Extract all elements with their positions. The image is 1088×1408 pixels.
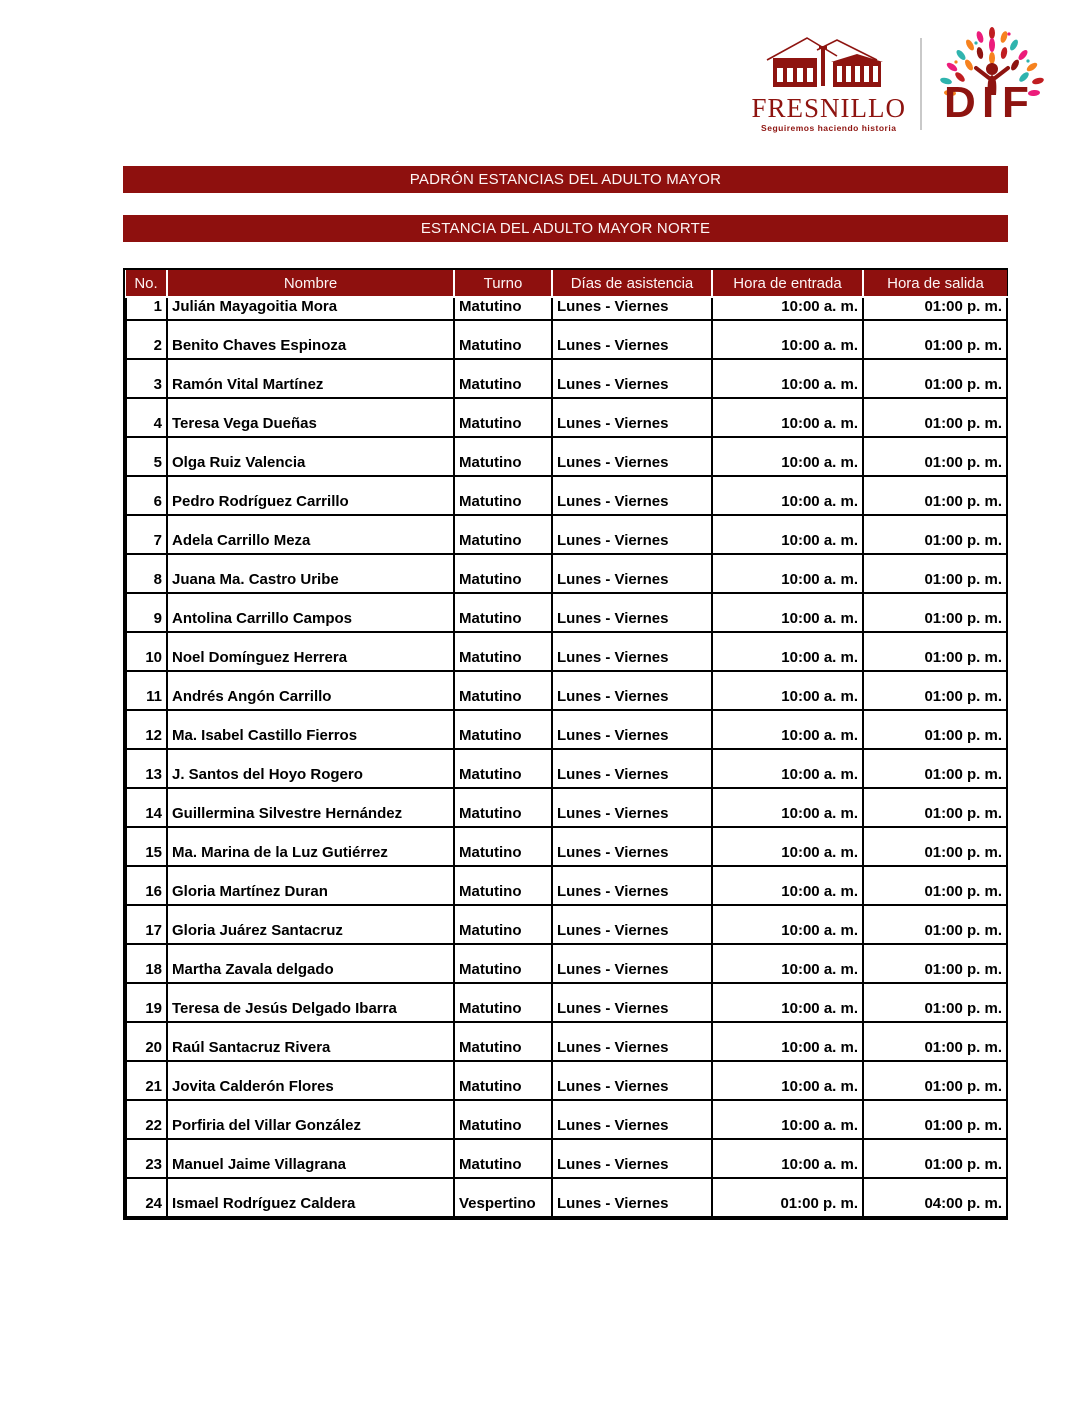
cell-nombre: Gloria Juárez Santacruz (167, 905, 454, 944)
cell-no: 6 (126, 476, 167, 515)
table-row (126, 710, 1007, 749)
cell-salida: 01:00 p. m. (863, 749, 1007, 788)
header-entrada: Hora de entrada (712, 270, 863, 297)
table-row (126, 297, 1007, 320)
svg-text:I: I (982, 78, 995, 127)
cell-dias: Lunes - Viernes (552, 593, 712, 632)
cell-dias: Lunes - Viernes (552, 398, 712, 437)
cell-nombre: Ramón Vital Martínez (167, 359, 454, 398)
cell-entrada: 10:00 a. m. (712, 905, 863, 944)
table-header-row (126, 270, 1007, 297)
cell-entrada: 10:00 a. m. (712, 320, 863, 359)
cell-turno: Matutino (454, 1022, 552, 1061)
cell-salida: 01:00 p. m. (863, 788, 1007, 827)
cell-turno: Matutino (454, 437, 552, 476)
cell-entrada: 10:00 a. m. (712, 359, 863, 398)
cell-turno: Matutino (454, 359, 552, 398)
fresnillo-logo (751, 34, 906, 133)
cell-dias: Lunes - Viernes (552, 437, 712, 476)
roster-table (125, 270, 1008, 1218)
cell-nombre: Andrés Angón Carrillo (167, 671, 454, 710)
header-salida: Hora de salida (863, 270, 1007, 297)
cell-dias: Lunes - Viernes (552, 359, 712, 398)
cell-salida: 01:00 p. m. (863, 515, 1007, 554)
cell-turno: Matutino (454, 1061, 552, 1100)
cell-nombre: Guillermina Silvestre Hernández (167, 788, 454, 827)
cell-turno: Matutino (454, 515, 552, 554)
svg-text:F: F (1002, 78, 1029, 127)
table-row (126, 827, 1007, 866)
cell-entrada: 10:00 a. m. (712, 554, 863, 593)
cell-nombre: Ma. Marina de la Luz Gutiérrez (167, 827, 454, 866)
cell-turno: Matutino (454, 1139, 552, 1178)
header-dias: Días de asistencia (552, 270, 712, 297)
table-row (126, 671, 1007, 710)
table-row (126, 632, 1007, 671)
cell-turno: Matutino (454, 554, 552, 593)
cell-nombre: J. Santos del Hoyo Rogero (167, 749, 454, 788)
cell-dias: Lunes - Viernes (552, 788, 712, 827)
cell-no: 19 (126, 983, 167, 1022)
cell-turno: Matutino (454, 1100, 552, 1139)
cell-turno: Matutino (454, 476, 552, 515)
cell-entrada: 10:00 a. m. (712, 1022, 863, 1061)
cell-dias: Lunes - Viernes (552, 1022, 712, 1061)
cell-no: 20 (126, 1022, 167, 1061)
cell-entrada: 10:00 a. m. (712, 398, 863, 437)
header-logos (751, 25, 1048, 142)
cell-salida: 01:00 p. m. (863, 1061, 1007, 1100)
cell-turno: Matutino (454, 593, 552, 632)
cell-salida: 01:00 p. m. (863, 1139, 1007, 1178)
roster-table-wrap (123, 268, 1008, 1220)
cell-nombre: Juana Ma. Castro Uribe (167, 554, 454, 593)
cell-turno: Matutino (454, 632, 552, 671)
table-row (126, 320, 1007, 359)
table-row (126, 1061, 1007, 1100)
cell-no: 7 (126, 515, 167, 554)
cell-no: 14 (126, 788, 167, 827)
cell-no: 24 (126, 1178, 167, 1217)
dif-logo (936, 25, 1048, 142)
cell-salida: 04:00 p. m. (863, 1178, 1007, 1217)
subtitle-banner: ESTANCIA DEL ADULTO MAYOR NORTE (123, 215, 1008, 242)
cell-no: 11 (126, 671, 167, 710)
cell-dias: Lunes - Viernes (552, 515, 712, 554)
cell-salida: 01:00 p. m. (863, 866, 1007, 905)
cell-salida: 01:00 p. m. (863, 297, 1007, 320)
cell-no: 13 (126, 749, 167, 788)
cell-nombre: Teresa Vega Dueñas (167, 398, 454, 437)
fresnillo-tagline: Seguiremos haciendo historia (761, 123, 897, 133)
cell-entrada: 10:00 a. m. (712, 593, 863, 632)
cell-dias: Lunes - Viernes (552, 671, 712, 710)
cell-entrada: 10:00 a. m. (712, 437, 863, 476)
cell-entrada: 01:00 p. m. (712, 1178, 863, 1217)
cell-turno: Matutino (454, 749, 552, 788)
cell-turno: Matutino (454, 788, 552, 827)
cell-no: 5 (126, 437, 167, 476)
fresnillo-wordmark: FRESNILLO (751, 93, 906, 123)
table-row (126, 866, 1007, 905)
cell-nombre: Julián Mayagoitia Mora (167, 297, 454, 320)
cell-turno: Matutino (454, 671, 552, 710)
table-row (126, 749, 1007, 788)
table-row (126, 1139, 1007, 1178)
table-row (126, 359, 1007, 398)
cell-dias: Lunes - Viernes (552, 632, 712, 671)
cell-turno: Matutino (454, 827, 552, 866)
header-turno: Turno (454, 270, 552, 297)
cell-entrada: 10:00 a. m. (712, 1100, 863, 1139)
table-row (126, 944, 1007, 983)
cell-turno: Matutino (454, 398, 552, 437)
cell-nombre: Pedro Rodríguez Carrillo (167, 476, 454, 515)
cell-dias: Lunes - Viernes (552, 944, 712, 983)
cell-no: 18 (126, 944, 167, 983)
table-row (126, 554, 1007, 593)
cell-dias: Lunes - Viernes (552, 905, 712, 944)
cell-turno: Matutino (454, 866, 552, 905)
table-row (126, 476, 1007, 515)
cell-entrada: 10:00 a. m. (712, 476, 863, 515)
cell-no: 4 (126, 398, 167, 437)
cell-salida: 01:00 p. m. (863, 671, 1007, 710)
cell-dias: Lunes - Viernes (552, 983, 712, 1022)
cell-entrada: 10:00 a. m. (712, 515, 863, 554)
cell-nombre: Jovita Calderón Flores (167, 1061, 454, 1100)
cell-dias: Lunes - Viernes (552, 1139, 712, 1178)
cell-no: 12 (126, 710, 167, 749)
table-row (126, 515, 1007, 554)
cell-salida: 01:00 p. m. (863, 983, 1007, 1022)
table-row (126, 905, 1007, 944)
table-row (126, 593, 1007, 632)
cell-dias: Lunes - Viernes (552, 320, 712, 359)
cell-entrada: 10:00 a. m. (712, 788, 863, 827)
cell-dias: Lunes - Viernes (552, 297, 712, 320)
cell-nombre: Noel Domínguez Herrera (167, 632, 454, 671)
cell-no: 3 (126, 359, 167, 398)
table-row (126, 788, 1007, 827)
cell-salida: 01:00 p. m. (863, 359, 1007, 398)
table-row (126, 1100, 1007, 1139)
cell-salida: 01:00 p. m. (863, 593, 1007, 632)
fresnillo-building-icon (759, 34, 899, 97)
cell-salida: 01:00 p. m. (863, 827, 1007, 866)
cell-salida: 01:00 p. m. (863, 1022, 1007, 1061)
cell-dias: Lunes - Viernes (552, 749, 712, 788)
cell-salida: 01:00 p. m. (863, 710, 1007, 749)
cell-turno: Matutino (454, 297, 552, 320)
cell-no: 22 (126, 1100, 167, 1139)
cell-no: 1 (126, 297, 167, 320)
cell-entrada: 10:00 a. m. (712, 1061, 863, 1100)
cell-nombre: Benito Chaves Espinoza (167, 320, 454, 359)
cell-nombre: Raúl Santacruz Rivera (167, 1022, 454, 1061)
cell-turno: Matutino (454, 905, 552, 944)
table-row (126, 437, 1007, 476)
logo-divider (920, 38, 922, 130)
cell-salida: 01:00 p. m. (863, 554, 1007, 593)
cell-nombre: Olga Ruiz Valencia (167, 437, 454, 476)
cell-dias: Lunes - Viernes (552, 1061, 712, 1100)
main-title-banner: PADRÓN ESTANCIAS DEL ADULTO MAYOR (123, 166, 1008, 193)
cell-no: 2 (126, 320, 167, 359)
cell-no: 15 (126, 827, 167, 866)
header-nombre: Nombre (167, 270, 454, 297)
cell-nombre: Manuel Jaime Villagrana (167, 1139, 454, 1178)
cell-no: 16 (126, 866, 167, 905)
cell-turno: Matutino (454, 320, 552, 359)
cell-no: 9 (126, 593, 167, 632)
cell-nombre: Martha Zavala delgado (167, 944, 454, 983)
cell-nombre: Ismael Rodríguez Caldera (167, 1178, 454, 1217)
cell-entrada: 10:00 a. m. (712, 866, 863, 905)
header-no: No. (126, 270, 167, 297)
cell-salida: 01:00 p. m. (863, 1100, 1007, 1139)
cell-salida: 01:00 p. m. (863, 905, 1007, 944)
table-row (126, 398, 1007, 437)
cell-nombre: Antolina Carrillo Campos (167, 593, 454, 632)
cell-dias: Lunes - Viernes (552, 1178, 712, 1217)
cell-entrada: 10:00 a. m. (712, 749, 863, 788)
cell-nombre: Ma. Isabel Castillo Fierros (167, 710, 454, 749)
cell-no: 21 (126, 1061, 167, 1100)
cell-nombre: Porfiria del Villar González (167, 1100, 454, 1139)
cell-no: 23 (126, 1139, 167, 1178)
cell-dias: Lunes - Viernes (552, 710, 712, 749)
cell-salida: 01:00 p. m. (863, 476, 1007, 515)
cell-entrada: 10:00 a. m. (712, 297, 863, 320)
cell-nombre: Adela Carrillo Meza (167, 515, 454, 554)
table-row (126, 983, 1007, 1022)
cell-entrada: 10:00 a. m. (712, 983, 863, 1022)
cell-nombre: Teresa de Jesús Delgado Ibarra (167, 983, 454, 1022)
cell-entrada: 10:00 a. m. (712, 710, 863, 749)
cell-dias: Lunes - Viernes (552, 866, 712, 905)
cell-dias: Lunes - Viernes (552, 554, 712, 593)
cell-entrada: 10:00 a. m. (712, 632, 863, 671)
cell-salida: 01:00 p. m. (863, 632, 1007, 671)
cell-dias: Lunes - Viernes (552, 1100, 712, 1139)
cell-no: 17 (126, 905, 167, 944)
cell-entrada: 10:00 a. m. (712, 827, 863, 866)
svg-text:D: D (944, 78, 976, 127)
cell-salida: 01:00 p. m. (863, 398, 1007, 437)
cell-turno: Vespertino (454, 1178, 552, 1217)
table-row (126, 1178, 1007, 1217)
cell-dias: Lunes - Viernes (552, 827, 712, 866)
cell-salida: 01:00 p. m. (863, 437, 1007, 476)
cell-salida: 01:00 p. m. (863, 944, 1007, 983)
table-row (126, 1022, 1007, 1061)
cell-turno: Matutino (454, 983, 552, 1022)
cell-no: 10 (126, 632, 167, 671)
cell-turno: Matutino (454, 944, 552, 983)
cell-turno: Matutino (454, 710, 552, 749)
cell-salida: 01:00 p. m. (863, 320, 1007, 359)
cell-entrada: 10:00 a. m. (712, 671, 863, 710)
cell-entrada: 10:00 a. m. (712, 1139, 863, 1178)
cell-no: 8 (126, 554, 167, 593)
cell-dias: Lunes - Viernes (552, 476, 712, 515)
cell-nombre: Gloria Martínez Duran (167, 866, 454, 905)
cell-entrada: 10:00 a. m. (712, 944, 863, 983)
